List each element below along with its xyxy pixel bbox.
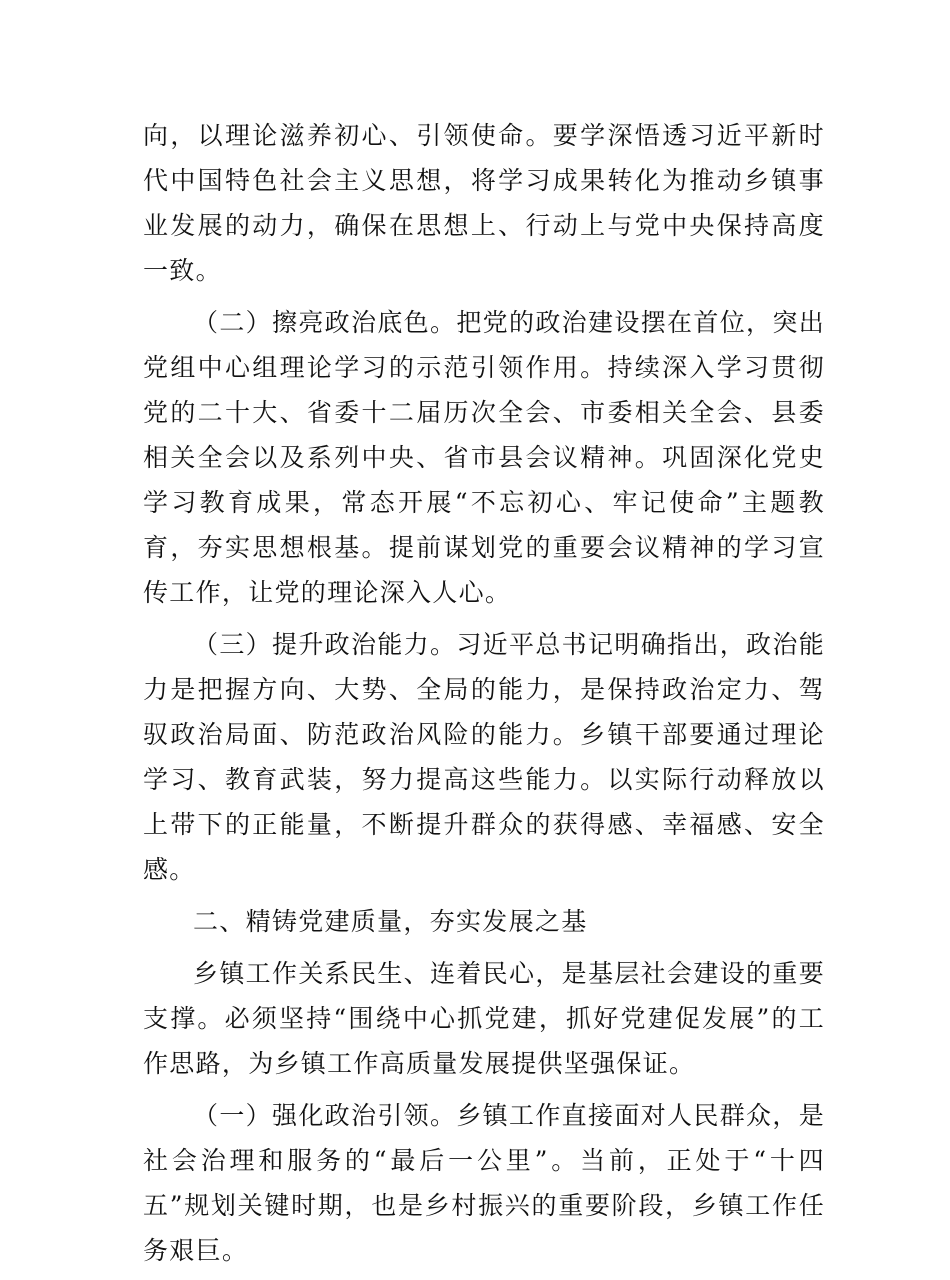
paragraph-political-color: （二）擦亮政治底色。把党的政治建设摆在首位，突出党组中心组理论学习的示范引领作用。持续深入学习贯彻党的二十大、省委十二届历次全会、市委相关全会、县委相关全会以及系列中央、省市县会议精神。巩固深化党史学习教育成果，常态开展“不忘初心、牢记使命”主题教育，夯实思想根基。提前谋划党的重要会议精神的学习宣传工作，让党的理论深入人心。	[143, 308, 825, 607]
paragraph-continued: 向，以理论滋养初心、引领使命。要学深悟透习近平新时代中国特色社会主义思想，将学习成果转化为推动乡镇事业发展的动力，确保在思想上、行动上与党中央保持高度一致。	[143, 121, 825, 285]
paragraph-township-work: 乡镇工作关系民生、连着民心，是基层社会建设的重要支撑。必须坚持“围绕中心抓党建，抓好党建促发展”的工作思路，为乡镇工作高质量发展提供坚强保证。	[143, 959, 825, 1078]
section-heading: 二、精铸党建质量，夯实发展之基	[193, 907, 588, 936]
paragraph-political-guidance: （一）强化政治引领。乡镇工作直接面对人民群众，是社会治理和服务的“最后一公里”。当前，正处于“十四五”规划关键时期，也是乡村振兴的重要阶段，乡镇工作任务艰巨。	[143, 1101, 825, 1265]
document-page	[143, 113, 825, 1280]
paragraph-political-ability: （三）提升政治能力。习近平总书记明确指出，政治能力是把握方向、大势、全局的能力，是保持政治定力、驾驭政治局面、防范政治风险的能力。乡镇干部要通过理论学习、教育武装，努力提高这些能力。以实际行动释放以上带下的正能量，不断提升群众的获得感、幸福感、安全感。	[143, 630, 825, 884]
